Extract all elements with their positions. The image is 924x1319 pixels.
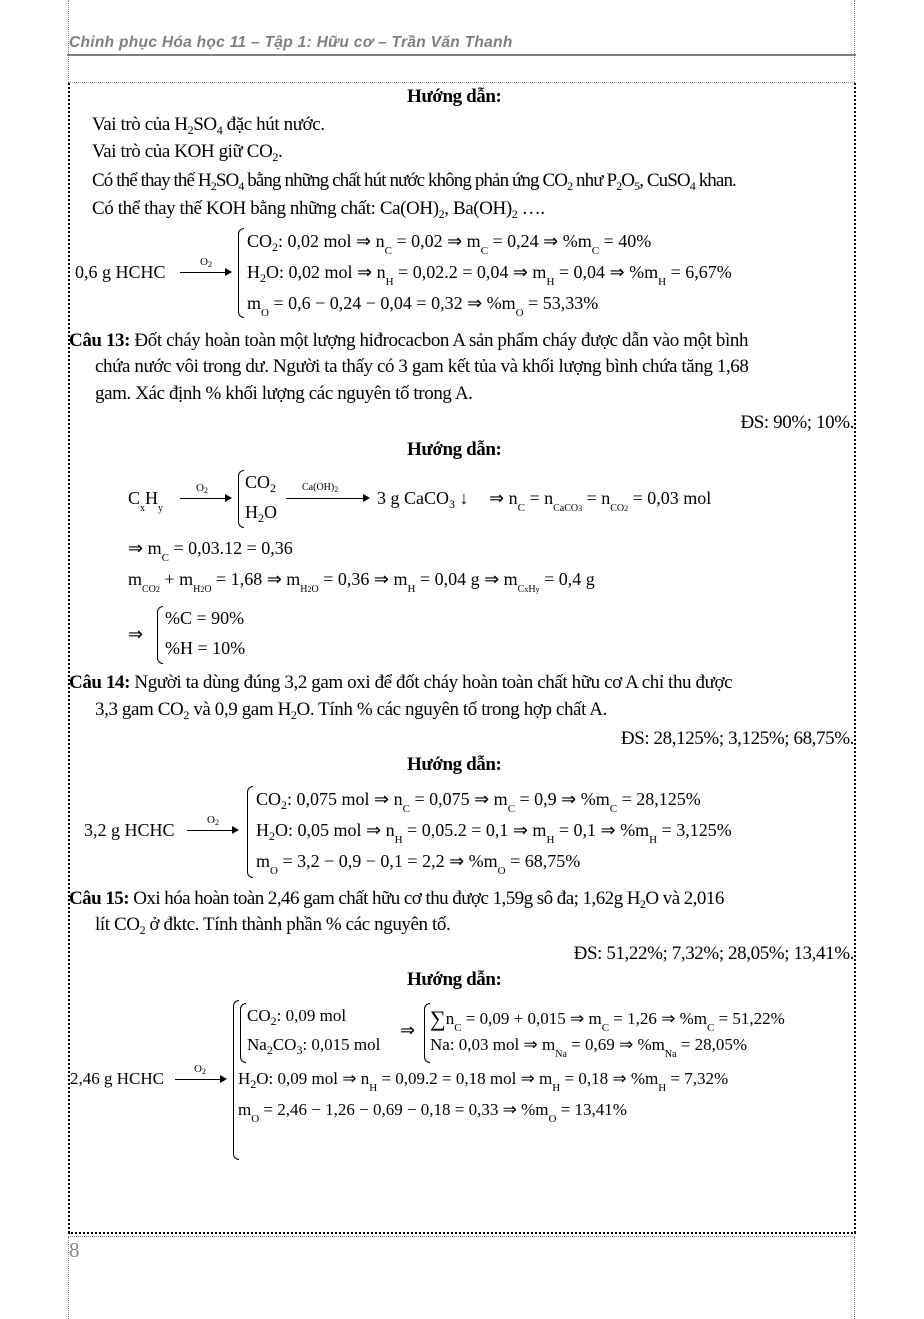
system-brace bbox=[157, 606, 163, 664]
answer-key: ĐS: 90%; 10%. bbox=[740, 412, 854, 433]
reactant-formula: $C_xH_y$ bbox=[128, 488, 164, 514]
product-co2: $CO_2$ bbox=[245, 472, 277, 495]
guide-heading: Hướng dẫn: bbox=[407, 754, 502, 775]
answer-key: ĐS: 51,22%; 7,32%; 28,05%; 13,41%. bbox=[573, 943, 854, 964]
arrow-label: $O_2$ bbox=[207, 814, 219, 827]
question-15: Câu 15: Oxi hóa hoàn toàn 2,46 gam chất hữu cơ thu được 1,59g sô đa; 1,62g $H_2O$ và 2,016 bbox=[69, 888, 724, 911]
reaction-arrow bbox=[286, 498, 368, 499]
content-border-right bbox=[854, 83, 856, 1233]
equation-row: $CO_2$: 0,075 mol ⇒ $n_C = 0,075$ ⇒ $m_C = 0,9$ ⇒ $\%m_C = 28,125\%$ bbox=[256, 789, 701, 815]
product-h2o: $H_2O$ bbox=[245, 502, 277, 525]
equation-lhs: 2,46 g HCHC bbox=[70, 1069, 164, 1088]
header-rule bbox=[67, 54, 856, 56]
system-brace bbox=[247, 786, 253, 878]
question-text: gam. Xác định % khối lượng các nguyên tố trong A. bbox=[95, 383, 473, 404]
result-percent-h: %H = 10% bbox=[165, 638, 246, 658]
equation-row: $m_{CO2} + m_{H2O} = 1,68$ ⇒ $m_{H2O} = 0,36$ ⇒ $m_H = 0,04$ g ⇒ $m_{CxHy} = 0,4$ g bbox=[128, 569, 595, 595]
content-top-guide bbox=[68, 82, 855, 83]
equation-row: 3 g CaCO$_3$ ↓ ⇒ $n_C = n_{CaCO3} = n_{CO2} = 0,03$ mol bbox=[377, 488, 712, 514]
equation-row: $H_2O$: 0,02 mol ⇒ $n_H = 0,02.2 = 0,04$ ⇒ $m_H = 0,04$ ⇒ $\%m_H = 6,67\%$ bbox=[247, 262, 732, 288]
guide-heading: Hướng dẫn: bbox=[407, 86, 502, 107]
footer-top-guide bbox=[68, 1236, 855, 1237]
question-text: chứa nước vôi trong dư. Người ta thấy có 3 gam kết tủa và khối lượng bình chứa tăng 1,68 bbox=[95, 356, 749, 377]
content-border-bottom bbox=[68, 1232, 856, 1234]
arrow-label: $O_2$ bbox=[196, 482, 208, 495]
result-percent-c: %C = 90% bbox=[165, 608, 245, 628]
system-brace bbox=[238, 228, 244, 318]
question-text: lít $CO_2$ ở đktc. Tính thành phần % các nguyên tố. bbox=[95, 914, 451, 937]
system-brace-inner bbox=[240, 1003, 246, 1063]
equation-lhs: 0,6 g HCHC bbox=[75, 262, 166, 282]
equation-row: $m_O = 3,2 - 0,9 - 0,1 = 2,2$ ⇒ $\%m_O = 68,75\%$ bbox=[256, 851, 581, 877]
equation-row: $CO_2$: 0,09 mol bbox=[247, 1006, 347, 1028]
arrow-label: $Ca(OH)_2$ bbox=[302, 482, 339, 494]
reaction-arrow bbox=[187, 830, 237, 831]
arrow-label: $O_2$ bbox=[194, 1063, 206, 1076]
reaction-arrow bbox=[180, 272, 230, 273]
guide-heading: Hướng dẫn: bbox=[407, 969, 502, 990]
text-line: Vai trò của KOH giữ $CO_2$. bbox=[92, 141, 283, 164]
question-13: Câu 13: Đốt cháy hoàn toàn một lượng hiđrocacbon A sản phẩm cháy được dẫn vào một bình bbox=[69, 330, 749, 351]
equation-row: $m_O = 2,46 - 1,26 - 0,69 - 0,18 = 0,33$ ⇒ $\%m_O = 13,41\%$ bbox=[238, 1100, 627, 1125]
equation-row: $CO_2$: 0,02 mol ⇒ $n_C = 0,02$ ⇒ $m_C = 0,24$ ⇒ $\%m_C = 40\%$ bbox=[247, 231, 652, 257]
equation-row: $Na_2CO_3$: 0,015 mol bbox=[247, 1035, 381, 1057]
margin-guide-right-top bbox=[854, 0, 855, 82]
text-line: Có thể thay thế KOH bằng những chất: $Ca(OH)_2$, $Ba(OH)_2$ …. bbox=[92, 198, 545, 221]
arrow-label: $O_2$ bbox=[200, 256, 212, 269]
equation-row: $H_2O$: 0,05 mol ⇒ $n_H = 0,05.2 = 0,1$ ⇒ $m_H = 0,1$ ⇒ $\%m_H = 3,125\%$ bbox=[256, 820, 732, 846]
page-number: 8 bbox=[69, 1238, 80, 1262]
equation-row: $m_O = 0,6 - 0,24 - 0,04 = 0,32$ ⇒ $\%m_O = 53,33\%$ bbox=[247, 293, 599, 319]
implies-symbol: ⇒ bbox=[400, 1020, 416, 1040]
text-line: Có thể thay thế $H_2SO_4$ bằng những chất hút nước không phản ứng $CO_2$ như $P_2O_5$, CuSO$_4$ khan. bbox=[92, 170, 736, 193]
reaction-arrow bbox=[180, 498, 230, 499]
answer-key: ĐS: 28,125%; 3,125%; 68,75%. bbox=[620, 728, 854, 749]
running-header: Chinh phục Hóa học 11 – Tập 1: Hữu cơ – Trần Văn Thanh bbox=[69, 34, 513, 51]
reaction-arrow bbox=[175, 1079, 225, 1080]
equation-row: $H_2O$: 0,09 mol ⇒ $n_H = 0,09.2 = 0,18$ mol ⇒ $m_H = 0,18$ ⇒ $\%m_H = 7,32\%$ bbox=[238, 1069, 729, 1094]
implies-symbol: ⇒ bbox=[128, 624, 144, 644]
guide-heading: Hướng dẫn: bbox=[407, 439, 502, 460]
question-text: 3,3 gam $CO_2$ và 0,9 gam $H_2O$. Tính % các nguyên tố trong hợp chất A. bbox=[95, 699, 607, 722]
question-14: Câu 14: Người ta dùng đúng 3,2 gam oxi để đốt cháy hoàn toàn chất hữu cơ A chỉ thu được bbox=[69, 672, 733, 693]
equation-row: ⇒ $m_C = 0,03.12 = 0,36$ bbox=[128, 538, 293, 564]
equation-row: Na: 0,03 mol ⇒ $m_{Na} = 0,69$ ⇒ $\%m_{Na} = 28,05\%$ bbox=[430, 1035, 748, 1060]
equation-row: $\sum n_C = 0,09 + 0,015$ ⇒ $m_C = 1,26$ ⇒ $\%m_C = 51,22\%$ bbox=[430, 1006, 785, 1034]
system-brace bbox=[238, 470, 244, 528]
margin-guide-right-bottom bbox=[854, 1237, 855, 1319]
text-line: Vai trò của $H_2SO_4$ đặc hút nước. bbox=[92, 114, 325, 137]
equation-lhs: 3,2 g HCHC bbox=[84, 820, 175, 840]
content-border-left bbox=[68, 83, 70, 1233]
